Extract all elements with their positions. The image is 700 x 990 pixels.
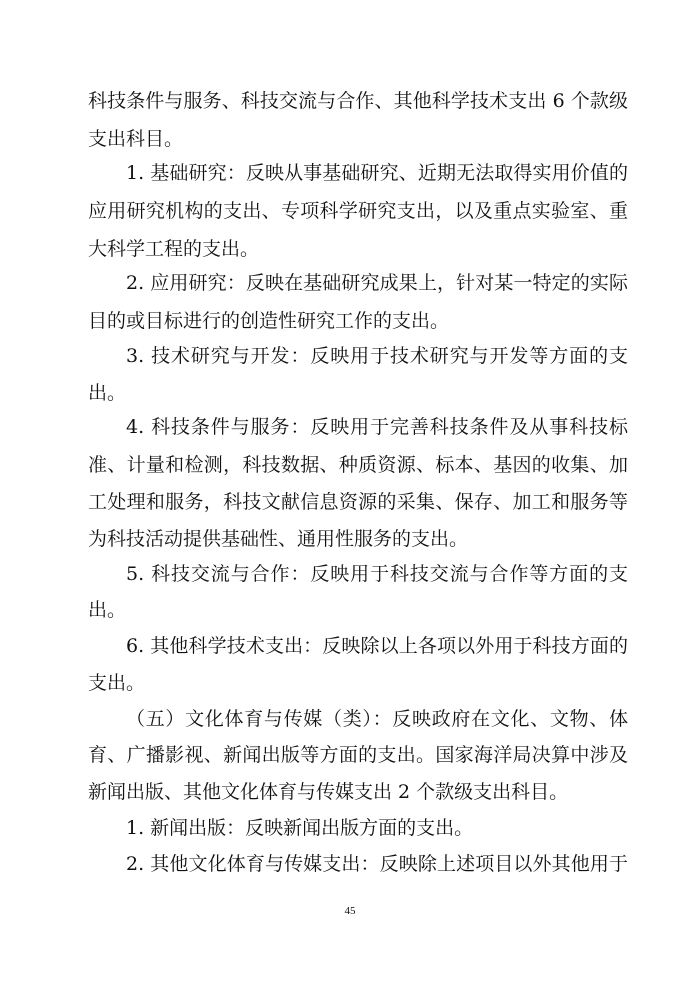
- text-line-18: （五）文化体育与传媒（类）：反映政府在文化、文物、体: [126, 708, 628, 730]
- text-line-17: 支出。: [88, 672, 146, 694]
- text-line-1: 科技条件与服务、科技交流与合作、其他科学技术支出 6 个款级: [88, 90, 628, 112]
- text-line-11: 准、计量和检测，科技数据、种质资源、标本、基因的收集、加: [88, 454, 628, 476]
- text-line-9: 出。: [88, 382, 127, 404]
- text-line-5: 大科学工程的支出。: [88, 238, 260, 260]
- text-line-14: 5. 科技交流与合作：反映用于科技交流与合作等方面的支: [126, 563, 628, 585]
- text-line-12: 工处理和服务，科技文献信息资源的采集、保存、加工和服务等: [88, 491, 628, 513]
- text-line-16: 6. 其他科学技术支出：反映除以上各项以外用于科技方面的: [126, 635, 628, 657]
- page-number: 45: [344, 905, 356, 917]
- text-line-20: 新闻出版、其他文化体育与传媒支出 2 个款级支出科目。: [88, 781, 569, 803]
- text-line-19: 育、广播影视、新闻出版等方面的支出。国家海洋局决算中涉及: [88, 744, 628, 766]
- text-line-3: 1. 基础研究：反映从事基础研究、近期无法取得实用价值的: [126, 162, 628, 184]
- text-line-13: 为科技活动提供基础性、通用性服务的支出。: [88, 528, 469, 550]
- text-line-6: 2. 应用研究：反映在基础研究成果上，针对某一特定的实际: [126, 272, 628, 294]
- text-line-7: 目的或目标进行的创造性研究工作的支出。: [88, 310, 450, 332]
- text-line-15: 出。: [88, 599, 127, 621]
- text-line-8: 3. 技术研究与开发：反映用于技术研究与开发等方面的支: [126, 345, 628, 367]
- text-line-21: 1. 新闻出版：反映新闻出版方面的支出。: [126, 817, 474, 839]
- text-line-2: 支出科目。: [88, 128, 184, 150]
- text-line-22: 2. 其他文化体育与传媒支出：反映除上述项目以外其他用于: [126, 853, 628, 875]
- text-line-4: 应用研究机构的支出、专项科学研究支出，以及重点实验室、重: [88, 200, 628, 222]
- text-line-10: 4. 科技条件与服务：反映用于完善科技条件及从事科技标: [126, 416, 628, 438]
